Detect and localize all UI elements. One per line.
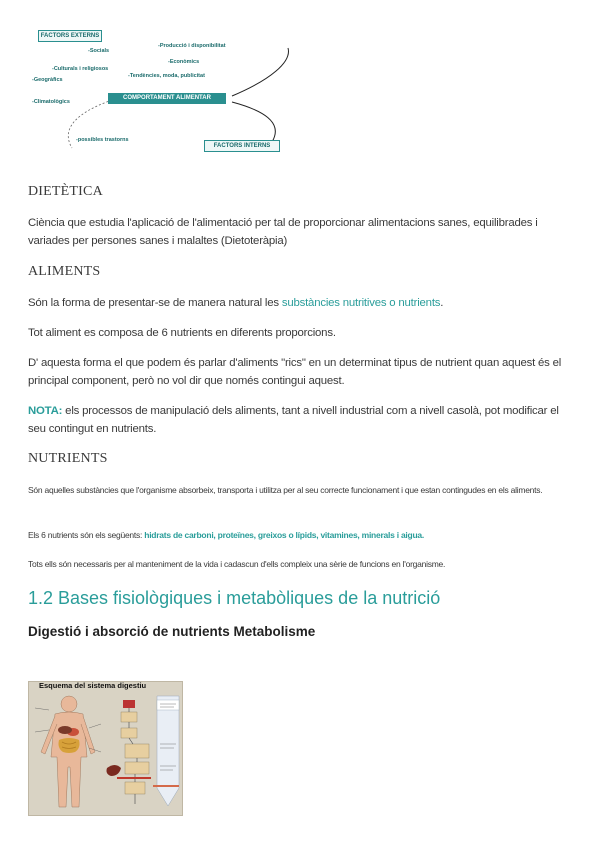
nutrients-p3: Tots ells són necessaris per al manteniment de la vida i cadascun d'ells compleix una sèrie de funcions en l'organisme. bbox=[28, 559, 446, 569]
nota-paragraph bbox=[28, 402, 573, 438]
factor-economic: -Econòmics bbox=[168, 59, 200, 65]
nota-label: NOTA: bbox=[28, 405, 63, 417]
nutrients-p2-text: Els 6 nutrients són els següents: bbox=[28, 530, 145, 540]
digestive-illustration bbox=[29, 682, 182, 815]
nutrients-p2 bbox=[28, 527, 573, 544]
factors-internal-box: FACTORS INTERNS bbox=[204, 140, 280, 152]
aliments-p1-text: Són la forma de presentar-se de manera natural les bbox=[28, 297, 282, 309]
factor-socials: -Socials bbox=[88, 48, 110, 54]
section-subtitle: Digestió i absorció de nutrients Metabolisme bbox=[28, 624, 316, 639]
aliments-p1-end: . bbox=[440, 297, 444, 309]
factor-climatological: -Climatològics bbox=[32, 99, 70, 105]
nutrients-highlight: substàncies nutritives o nutrients bbox=[281, 297, 441, 309]
aliments-p3: D' aquesta forma el que podem és parlar d'aliments "rics" en un determinat tipus de nutrient quan aquest és el principal component, però no vol dir que només contingui aquest. bbox=[28, 357, 562, 387]
factor-cultural: -Culturals i religiosos bbox=[52, 66, 109, 72]
nutrients-p1: Són aquelles substàncies que l'organisme absorbeix, transporta i utilitza per al seu correcte funcionament i que estan contingudes en els aliments. bbox=[28, 485, 543, 495]
dietetica-text: Ciència que estudia l'aplicació de l'alimentació per tal de proporcionar alimentacions sanes, equilibrades i variades per persones sanes i malaltes (Dietoteràpia) bbox=[28, 217, 538, 247]
diagram-curves bbox=[0, 0, 600, 170]
heading-dietetica: DIETÈTICA bbox=[28, 184, 103, 199]
aliments-p2: Tot aliment es composa de 6 nutrients en diferents proporcions. bbox=[28, 327, 336, 339]
factor-production: -Producció i disponibilitat bbox=[158, 43, 226, 49]
factor-geographic: -Geogràfics bbox=[32, 77, 63, 83]
behavior-box: COMPORTAMENT ALIMENTAR bbox=[108, 93, 226, 104]
nutrients-list-highlight: hidrats de carboni, proteïnes, greixos o lípids, vitamines, minerals i aigua. bbox=[144, 530, 425, 540]
aliments-p1 bbox=[28, 294, 573, 312]
factor-trends: -Tendències, moda, publicitat bbox=[128, 73, 205, 79]
nota-text: els processos de manipulació dels aliments, tant a nivell industrial com a nivell casolà, pot modificar el seu contingut en nutrients. bbox=[28, 405, 559, 435]
heading-nutrients: NUTRIENTS bbox=[28, 451, 108, 466]
section-title: 1.2 Bases fisiològiques i metabòliques de la nutrició bbox=[28, 588, 441, 608]
factors-external-box: FACTORS EXTERNS bbox=[38, 30, 102, 42]
figure-title: Esquema del sistema digestiu bbox=[39, 681, 147, 690]
factors-diagram bbox=[0, 0, 600, 170]
factor-disorders: -possibles trastorns bbox=[76, 137, 129, 143]
digestive-system-figure bbox=[28, 681, 183, 816]
heading-aliments: ALIMENTS bbox=[28, 264, 101, 279]
